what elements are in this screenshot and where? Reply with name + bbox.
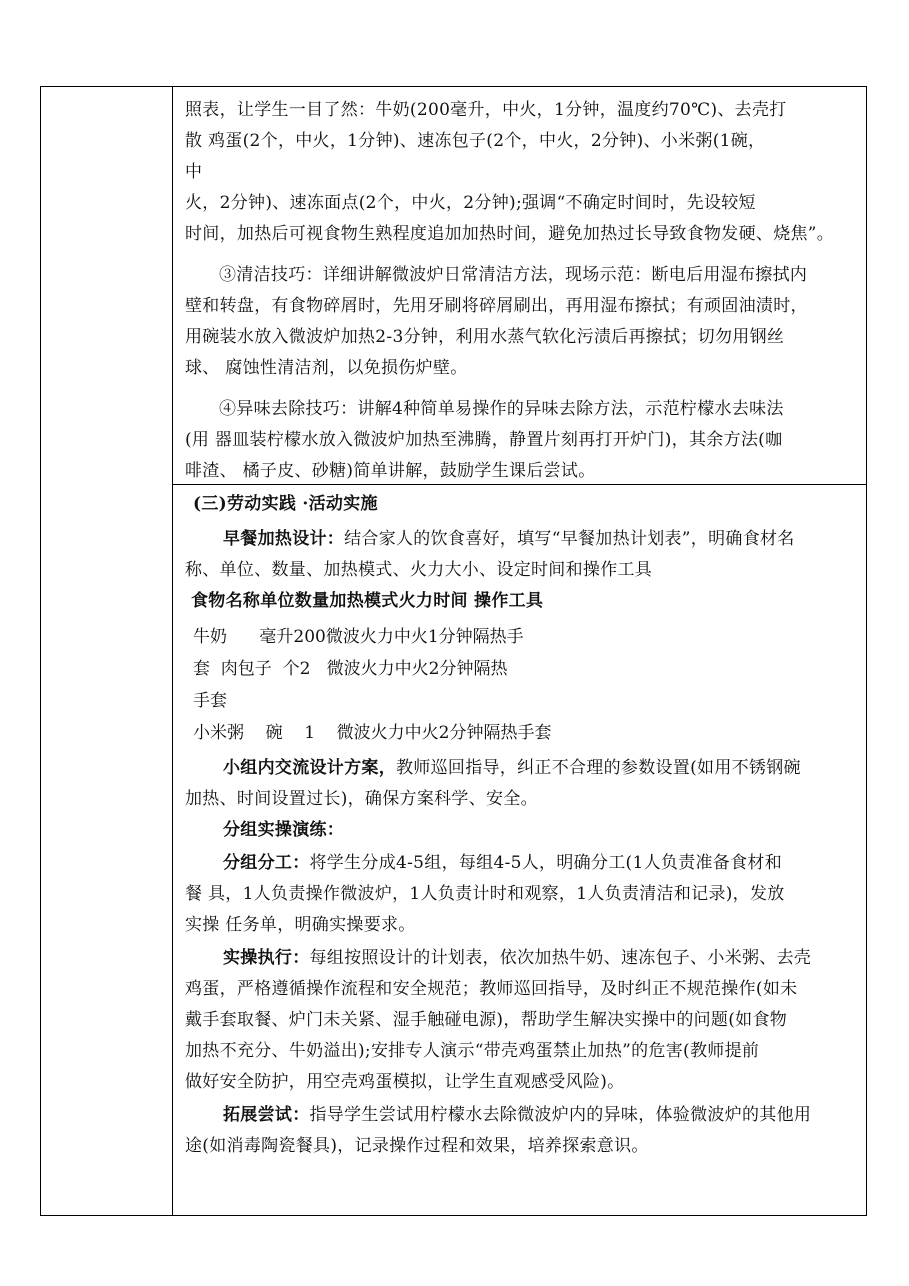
- paragraph-text: 结合家人的饮食喜好，填写“早餐加热计划表”，明确食材名: [344, 529, 795, 549]
- breakfast-design-paragraph: [185, 524, 858, 586]
- section-heading: (三)劳动实践 ·活动实施: [193, 494, 378, 514]
- text-line: 餐 具，1人负责操作微波炉，1人负责计时和观察，1人负责清洁和记录)，发放: [185, 884, 785, 904]
- text-line: 鸡蛋，严格遵循操作流程和安全规范；教师巡回指导，及时纠正不规范操作(如未: [185, 979, 798, 999]
- cleaning-tips-paragraph: [185, 260, 858, 384]
- content-cell-top: [173, 87, 866, 484]
- text-line: 实操 任务单，明确实操要求。: [185, 915, 416, 935]
- extension-paragraph: [185, 1100, 858, 1162]
- paragraph-label: 实操执行：: [223, 948, 310, 968]
- text-line: 球、 腐蚀性清洁剂，以免损伤炉壁。: [185, 358, 468, 378]
- text-line: 啡渣、 橘子皮、砂糖)简单讲解，鼓励学生课后尝试。: [185, 461, 596, 481]
- paragraph-text: 教师巡回指导，纠正不合理的参数设置(如用不锈钢碗: [396, 758, 801, 778]
- text-line: 途(如消毒陶瓷餐具)，记录操作过程和效果，培养探索意识。: [185, 1136, 649, 1156]
- division-paragraph: [185, 848, 858, 941]
- paragraph-label: 拓展尝试：: [223, 1105, 310, 1125]
- text-line: 用碗装水放入微波炉加热2-3分钟，利用水蒸气软化污渍后再擦拭；切勿用钢丝: [185, 327, 785, 347]
- text-line: 照表，让学生一目了然：牛奶(200毫升，中火，1分钟，温度约70℃)、去壳打: [185, 100, 787, 120]
- plan-row: 小米粥 碗 1 微波火力中火2分钟隔热手套: [193, 723, 552, 743]
- plan-table-rows: [185, 621, 858, 749]
- odor-removal-paragraph: [185, 394, 858, 487]
- plan-row: 牛奶 毫升200微波火力中火1分钟隔热手: [193, 627, 524, 647]
- plan-table-header: 食物名称单位数量加热模式火力时间 操作工具: [191, 591, 544, 611]
- text-line: ④异味去除技巧：讲解4种简单易操作的异味去除方法，示范柠檬水去味法: [219, 399, 784, 419]
- text-line: 散 鸡蛋(2个，中火，1分钟)、速冻包子(2个，中火，2分钟)、小米粥(1碗，: [185, 131, 766, 151]
- text-line: 壁和转盘，有食物碎屑时，先用牙刷将碎屑刷出，再用湿布擦拭；有顽固油渍时，: [185, 296, 808, 316]
- text-line: 火，2分钟)、速冻面点(2个，中火，2分钟);强调“不确定时间时，先设较短: [185, 193, 756, 213]
- content-cell-bottom: [173, 485, 866, 1215]
- heating-reference-paragraph: [185, 95, 858, 250]
- text-line: 做好安全防护，用空壳鸡蛋模拟，让学生直观感受风险)。: [185, 1072, 625, 1092]
- paragraph-text: 指导学生尝试用柠檬水去除微波炉内的异味，体验微波炉的其他用: [309, 1105, 812, 1125]
- text-line: (用 器皿装柠檬水放入微波炉加热至沸腾，静置片刻再打开炉门)，其余方法(咖: [185, 430, 783, 450]
- text-line: 戴手套取餐、炉门未关紧、湿手触碰电源)，帮助学生解决实操中的问题(如食物: [185, 1010, 788, 1030]
- text-line: 加热不充分、牛奶溢出);安排专人演示“带壳鸡蛋禁止加热”的危害(教师提前: [185, 1041, 760, 1061]
- paragraph-label: 分组分工：: [223, 853, 310, 873]
- text-line: 称、单位、数量、加热模式、火力大小、设定时间和操作工具: [185, 560, 653, 580]
- text-line: ③清洁技巧：详细讲解微波炉日常清洁方法，现场示范：断电后用湿布擦拭内: [219, 265, 808, 285]
- paragraph-text: 每组按照设计的计划表，依次加热牛奶、速冻包子、小米粥、去壳: [309, 948, 812, 968]
- lesson-table: [40, 86, 867, 1216]
- paragraph-text: 将学生分成4-5组，每组4-5人，明确分工(1人负责准备食材和: [309, 853, 782, 873]
- group-exchange-paragraph: [185, 753, 858, 815]
- plan-row: 手套: [193, 691, 227, 711]
- text-line: 中: [185, 162, 203, 182]
- group-practice-label: 分组实操演练：: [223, 820, 345, 840]
- paragraph-label: 早餐加热设计：: [223, 529, 345, 549]
- text-line: 加热、时间设置过长)，确保方案科学、安全。: [185, 789, 538, 809]
- execution-paragraph: [185, 943, 858, 1098]
- text-line: 时间，加热后可视食物生熟程度追加加热时间，避免加热过长导致食物发硬、烧焦”。: [185, 224, 835, 244]
- paragraph-label: 小组内交流设计方案，: [223, 758, 396, 778]
- plan-row: 套 肉包子 个2 微波火力中火2分钟隔热: [193, 659, 508, 679]
